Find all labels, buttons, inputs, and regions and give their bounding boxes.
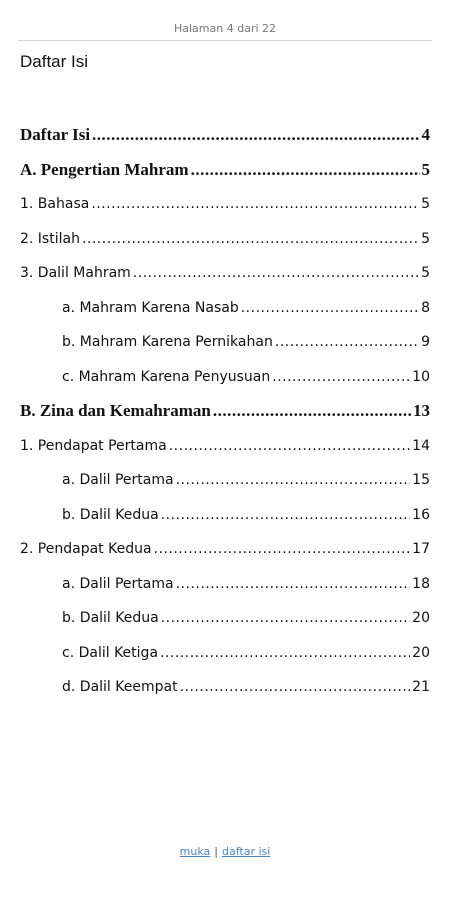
toc-entry-page: 20: [412, 644, 430, 661]
toc-entry-title: Daftar Isi: [20, 125, 91, 144]
toc-entry[interactable]: [20, 463, 430, 498]
toc-entry-title: a. Dalil Pertama: [62, 575, 174, 592]
toc-entry-title: 2. Istilah: [20, 230, 80, 247]
toc-entry-page: 5: [421, 230, 430, 247]
toc-entry[interactable]: [20, 532, 430, 567]
toc-dot-leader: [272, 360, 410, 395]
toc-entry[interactable]: [20, 256, 430, 291]
toc-entry[interactable]: [20, 567, 430, 602]
toc-entry-page: 8: [421, 299, 430, 316]
toc-entry-page: 20: [412, 610, 430, 626]
toc-dot-leader: [82, 222, 419, 257]
toc-dot-leader: [154, 532, 411, 567]
toc-entry-title: d. Dalil Keempat: [62, 679, 178, 695]
toc-entry-title: c. Dalil Ketiga: [62, 644, 159, 661]
toc-dot-leader: [161, 498, 410, 533]
toc-entry-title: a. Dalil Pertama: [62, 472, 174, 488]
toc-entry-page: 16: [412, 506, 430, 523]
table-of-contents: [20, 118, 430, 705]
header-divider: [18, 40, 432, 41]
toc-dot-leader: [160, 636, 410, 671]
toc-dot-leader: [213, 394, 411, 429]
toc-dot-leader: [191, 153, 420, 188]
toc-dot-leader: [133, 256, 419, 291]
toc-entry-page: 10: [412, 368, 430, 385]
toc-entry-title: c. Mahram Karena Penyusuan: [62, 368, 271, 385]
toc-dot-leader: [161, 601, 410, 636]
toc-entry[interactable]: [20, 394, 430, 429]
toc-entry-title: 1. Bahasa: [20, 196, 90, 212]
toc-dot-leader: [92, 118, 419, 153]
toc-entry[interactable]: [20, 360, 430, 395]
toc-entry-title: A. Pengertian Mahram: [20, 159, 189, 179]
toc-entry-page: 5: [421, 159, 430, 179]
toc-link[interactable]: daftar isi: [222, 845, 271, 858]
toc-entry[interactable]: [20, 222, 430, 257]
toc-entry[interactable]: [20, 187, 430, 222]
toc-entry[interactable]: [20, 153, 430, 188]
toc-entry-title: b. Mahram Karena Pernikahan: [62, 334, 273, 350]
toc-entry-title: a. Mahram Karena Nasab: [62, 299, 239, 316]
footer-nav: [0, 845, 450, 858]
toc-entry[interactable]: [20, 291, 430, 326]
toc-entry-page: 5: [421, 196, 430, 212]
toc-entry-page: 9: [421, 334, 430, 350]
page-indicator: Halaman 4 dari 22: [173, 22, 277, 35]
toc-dot-leader: [176, 567, 411, 602]
toc-dot-leader: [176, 463, 411, 498]
toc-entry[interactable]: [20, 601, 430, 636]
toc-entry-title: b. Dalil Kedua: [62, 610, 159, 626]
toc-entry-title: 3. Dalil Mahram: [20, 265, 131, 281]
toc-entry[interactable]: [20, 325, 430, 360]
toc-entry-page: 4: [421, 125, 430, 144]
toc-dot-leader: [169, 429, 410, 464]
toc-dot-leader: [275, 325, 419, 360]
toc-entry-page: 5: [421, 265, 430, 281]
toc-entry[interactable]: [20, 670, 430, 705]
toc-dot-leader: [180, 670, 411, 705]
toc-entry-title: B. Zina dan Kemahraman: [20, 401, 211, 420]
toc-entry[interactable]: [20, 636, 430, 671]
toc-entry-page: 14: [412, 437, 430, 454]
toc-entry[interactable]: [20, 498, 430, 533]
toc-entry-page: 15: [412, 472, 430, 488]
toc-dot-leader: [241, 291, 419, 326]
toc-entry-page: 17: [412, 541, 430, 557]
toc-dot-leader: [91, 187, 419, 222]
toc-entry-page: 13: [413, 401, 430, 420]
footer-separator: |: [214, 845, 218, 858]
home-link[interactable]: muka: [179, 845, 211, 858]
toc-entry-title: b. Dalil Kedua: [62, 506, 159, 523]
toc-entry-title: 2. Pendapat Kedua: [20, 541, 152, 557]
toc-entry[interactable]: [20, 429, 430, 464]
toc-entry-page: 21: [412, 679, 430, 695]
page-title: Daftar Isi: [20, 52, 89, 71]
toc-entry-page: 18: [412, 575, 430, 592]
toc-entry[interactable]: [20, 118, 430, 153]
toc-entry-title: 1. Pendapat Pertama: [20, 437, 167, 454]
